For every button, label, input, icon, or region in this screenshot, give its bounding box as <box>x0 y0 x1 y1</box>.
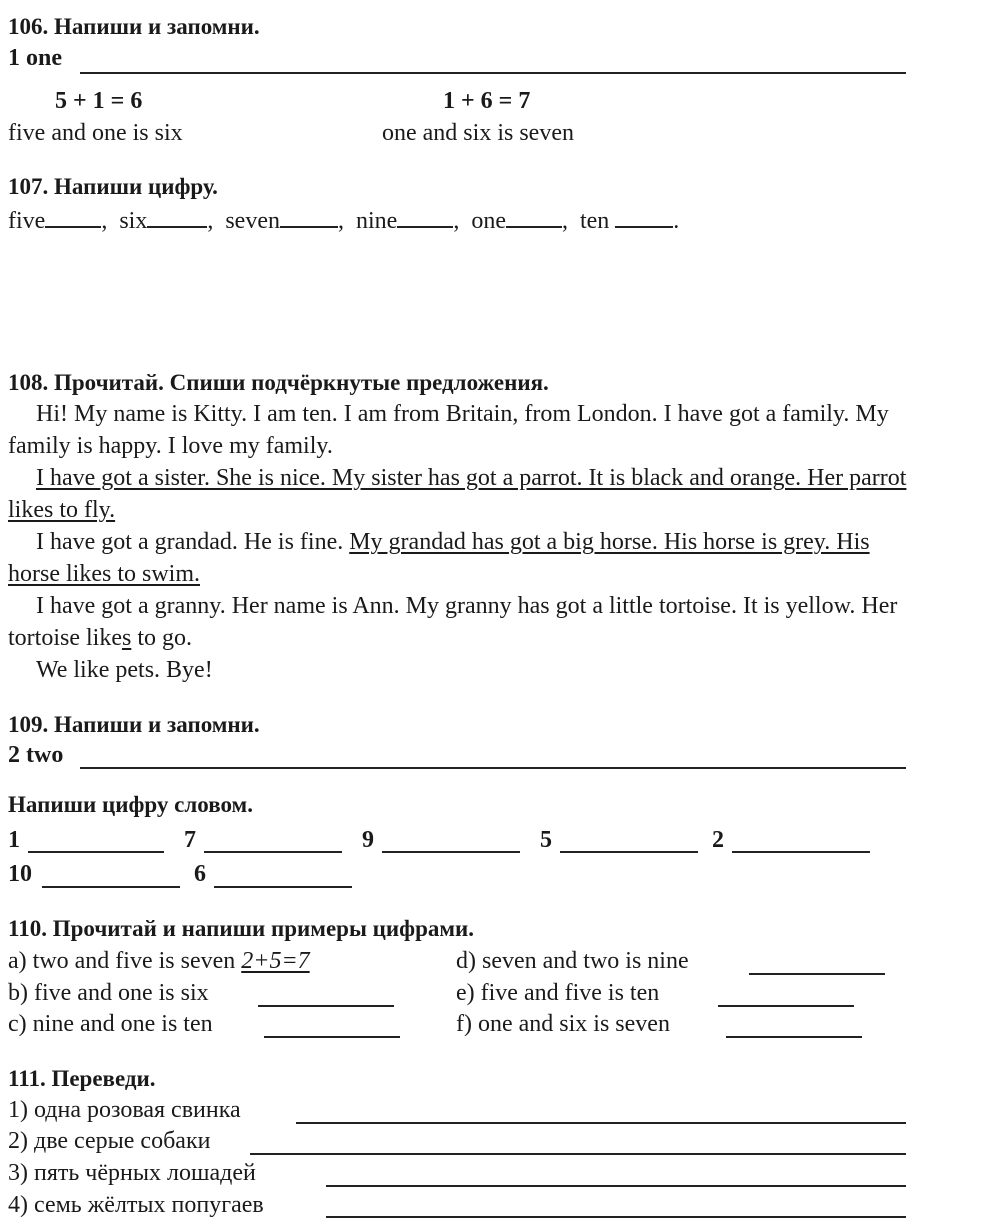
example-e: e) five and five is ten <box>456 980 660 1006</box>
answer-blank[interactable] <box>506 224 562 228</box>
answer-blank[interactable] <box>264 1036 400 1038</box>
equation-1: 5 + 1 = 6 <box>55 88 143 114</box>
write-line[interactable] <box>80 72 906 74</box>
digit-label: 9 <box>362 827 374 853</box>
answer-blank[interactable] <box>718 1005 854 1007</box>
answer-blank[interactable] <box>726 1036 862 1038</box>
answer-blank[interactable] <box>732 851 870 853</box>
plain-sentences: I have got a grandad. He is fine. <box>36 529 344 555</box>
story-paragraph <box>8 590 914 654</box>
example-c: c) nine and one is ten <box>8 1011 213 1037</box>
item-word: seven <box>225 208 280 234</box>
story-paragraph: We like pets. Bye! <box>36 657 213 683</box>
story-text <box>8 398 914 686</box>
item-word: ten <box>579 208 610 234</box>
digit-label: 1 <box>8 827 20 853</box>
digit-label: 10 <box>8 861 32 887</box>
answer-blank[interactable] <box>42 886 180 888</box>
answer-blank[interactable] <box>397 224 453 228</box>
equation-1-words: five and one is six <box>8 120 183 146</box>
translate-item: 3) пять чёрных лошадей <box>8 1160 256 1186</box>
story-paragraph: Hi! My name is Kitty. I am ten. I am from Britain, from London. I have got a family. My family is happy. I love my family. <box>8 401 889 459</box>
write-line[interactable] <box>80 767 906 769</box>
answer-blank[interactable] <box>749 973 885 975</box>
answer-blank[interactable] <box>258 1005 394 1007</box>
answer-blank[interactable] <box>382 851 520 853</box>
answer-blank[interactable] <box>560 851 698 853</box>
example-text: a) two and five is seven <box>8 948 236 974</box>
digit-label: 7 <box>184 827 196 853</box>
exercise-109-subheading: Напиши цифру словом. <box>8 792 253 817</box>
answer-blank[interactable] <box>28 851 164 853</box>
example-answer: 2+5=7 <box>241 948 310 974</box>
underlined-sentences: I have got a sister. She is nice. My sister has got a parrot. It is black and orange. Her parrot likes to fly. <box>8 465 907 523</box>
story-paragraph <box>8 462 914 526</box>
plain-sentences: to go. <box>131 625 192 651</box>
translate-item: 1) одна розовая свинка <box>8 1097 241 1123</box>
example-d: d) seven and two is nine <box>456 948 689 974</box>
example-f: f) one and six is seven <box>456 1011 670 1037</box>
exercise-106-heading: 106. Напиши и запомни. <box>8 14 260 39</box>
digit-label: 2 <box>712 827 724 853</box>
answer-blank[interactable] <box>204 851 342 853</box>
answer-line[interactable] <box>296 1122 906 1124</box>
exercise-109-word: 2 two <box>8 742 64 768</box>
example-a <box>8 948 310 975</box>
equation-2-words: one and six is seven <box>382 120 574 146</box>
exercise-107-items: five , six , seven , nine , one , ten . <box>8 208 680 234</box>
digit-label: 5 <box>540 827 552 853</box>
underlined-letter: s <box>121 625 132 651</box>
answer-line[interactable] <box>326 1216 906 1218</box>
answer-line[interactable] <box>250 1153 906 1155</box>
answer-line[interactable] <box>326 1185 906 1187</box>
exercise-110-heading: 110. Прочитай и напиши примеры цифрами. <box>8 916 475 941</box>
answer-blank[interactable] <box>214 886 352 888</box>
item-word: one <box>471 208 506 234</box>
answer-blank[interactable] <box>280 224 338 228</box>
answer-blank[interactable] <box>45 224 101 228</box>
underlined-sentences: My grandad has got a big horse. His horse is grey. His horse likes to swim. <box>8 529 870 587</box>
item-word: nine <box>355 208 398 234</box>
translate-item: 2) две серые собаки <box>8 1128 211 1154</box>
story-paragraph <box>8 526 914 590</box>
equation-2: 1 + 6 = 7 <box>443 88 531 114</box>
translate-item: 4) семь жёлтых попугаев <box>8 1192 264 1218</box>
plain-sentences: I have got a granny. Her name is Ann. My granny has got a little tortoise. It is yellow. Her tortoise like <box>8 593 898 651</box>
answer-blank[interactable] <box>615 224 673 228</box>
exercise-107-heading: 107. Напиши цифру. <box>8 174 218 199</box>
exercise-106-word: 1 one <box>8 45 62 71</box>
exercise-109-heading: 109. Напиши и запомни. <box>8 712 260 737</box>
digit-label: 6 <box>194 861 206 887</box>
exercise-111-heading: 111. Переведи. <box>8 1066 156 1091</box>
example-b: b) five and one is six <box>8 980 209 1006</box>
item-word: six <box>119 208 148 234</box>
answer-blank[interactable] <box>147 224 207 228</box>
exercise-108-heading: 108. Прочитай. Спиши подчёркнутые предложения. <box>8 370 549 395</box>
item-word: five <box>8 208 46 234</box>
